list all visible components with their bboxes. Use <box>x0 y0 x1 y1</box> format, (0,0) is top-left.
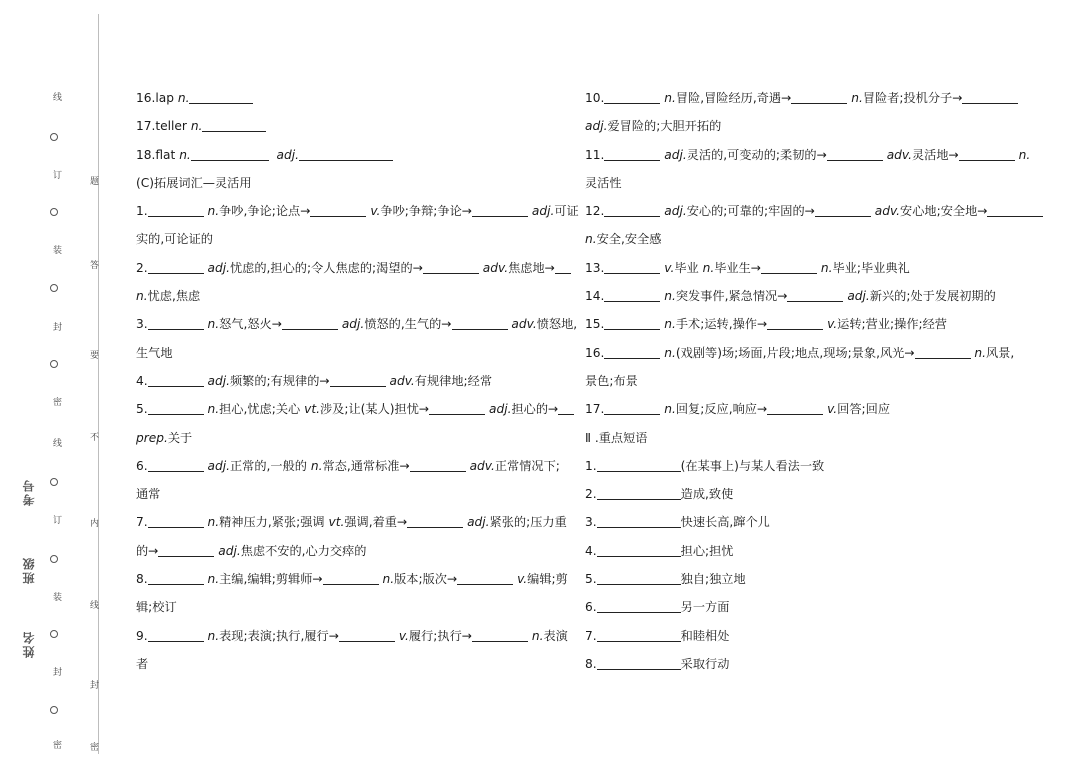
answer-blank[interactable] <box>423 260 479 274</box>
answer-blank[interactable] <box>457 571 513 585</box>
binding-mark: 内 <box>88 518 98 527</box>
phrase-item: 7. 和睦相处 <box>585 628 730 643</box>
answer-blank[interactable] <box>410 458 466 472</box>
binding-circle <box>50 555 58 563</box>
answer-blank[interactable] <box>148 514 204 528</box>
answer-blank[interactable] <box>299 147 393 161</box>
answer-blank[interactable] <box>787 288 843 302</box>
binding-circle <box>50 284 58 292</box>
answer-blank[interactable] <box>604 147 660 161</box>
binding-mark: 装 <box>51 592 61 601</box>
vocab-entry-line: 通常 <box>136 487 161 502</box>
answer-blank[interactable] <box>472 203 528 217</box>
vocab-entry-line: 的→ adj.焦虑不安的,心力交瘁的 <box>136 543 367 558</box>
binding-margin-line <box>98 14 99 754</box>
left-column <box>136 84 579 678</box>
answer-blank[interactable] <box>604 90 660 104</box>
answer-blank[interactable] <box>604 345 660 359</box>
answer-blank[interactable] <box>761 260 817 274</box>
answer-blank[interactable] <box>604 316 660 330</box>
binding-mark: 封 <box>88 680 98 689</box>
binding-mark: 密 <box>51 397 61 406</box>
answer-blank[interactable] <box>323 571 379 585</box>
binding-mark: 线 <box>88 600 98 609</box>
answer-blank[interactable] <box>310 203 366 217</box>
section-heading: Ⅱ .重点短语 <box>585 430 648 445</box>
binding-circle <box>50 133 58 141</box>
answer-blank[interactable] <box>597 514 681 528</box>
vocab-entry-line: 13. v.毕业 n.毕业生→ n.毕业;毕业典礼 <box>585 260 910 275</box>
vocab-entry-line: 15. n.手术;运转,操作→ v.运转;营业;操作;经营 <box>585 317 947 332</box>
phrase-item: 5. 独自;独立地 <box>585 572 746 587</box>
vocab-entry-line: 6. adj.正常的,一般的 n.常态,通常标准→ adv.正常情况下; <box>136 458 560 473</box>
vocab-entry-line: 12. adj.安心的;可靠的;牢固的→ adv.安心地;安全地→ <box>585 197 1020 225</box>
answer-blank[interactable] <box>604 260 660 274</box>
vocab-item: 18.flat n. adj. <box>136 141 566 169</box>
vocab-entry-line: 11. adj.灵活的,可变动的;柔韧的→ adv.灵活地→ n. <box>585 147 1031 162</box>
answer-blank[interactable] <box>148 628 204 642</box>
vocab-entry-line: 7. n.精神压力,紧张;强调 vt.强调,着重→ adj.紧张的;压力重 <box>136 515 567 530</box>
vocab-entry-line: 4. adj.频繁的;有规律的→ adv.有规律地;经常 <box>136 373 493 388</box>
answer-blank[interactable] <box>597 486 681 500</box>
binding-circle <box>50 360 58 368</box>
answer-blank[interactable] <box>815 203 871 217</box>
binding-mark: 题 <box>88 176 98 185</box>
answer-blank[interactable] <box>148 571 204 585</box>
vocab-entry-line: 生气地 <box>136 345 173 360</box>
vocab-item: 17.teller n. <box>136 112 566 140</box>
vocab-entry-line: 16. n.(戏剧等)场;场面,片段;地点,现场;景象,风光→ n.风景, <box>585 345 1015 360</box>
vocab-entry-line: 1. n.争吵,争论;论点→ v.争吵;争辩;争论→ adj.可证 <box>136 204 579 219</box>
answer-blank[interactable] <box>202 118 266 132</box>
answer-blank[interactable] <box>189 90 253 104</box>
answer-blank[interactable] <box>148 260 204 274</box>
vocab-entry-line: 3. n.怒气,怒火→ adj.愤怒的,生气的→ adv.愤怒地, <box>136 317 578 332</box>
phrase-item: 1. (在某事上)与某人看法一致 <box>585 458 825 473</box>
phrase-item: 2. 造成,致使 <box>585 487 734 502</box>
answer-blank[interactable] <box>791 90 847 104</box>
answer-blank[interactable] <box>962 90 1018 104</box>
binding-mark: 线 <box>51 438 61 447</box>
binding-mark: 要 <box>88 350 98 359</box>
phrase-item: 8. 采取行动 <box>585 656 730 671</box>
section-heading: (C)拓展词汇—灵活用 <box>136 175 252 190</box>
binding-circle <box>50 208 58 216</box>
answer-blank[interactable] <box>597 543 681 557</box>
binding-mark: 答 <box>88 260 98 269</box>
answer-blank[interactable] <box>148 203 204 217</box>
answer-blank[interactable] <box>597 656 681 670</box>
vocab-item: 16.lap n. <box>136 84 566 112</box>
vocab-entry-line: 景色;布景 <box>585 373 638 388</box>
answer-blank[interactable] <box>339 628 395 642</box>
answer-blank[interactable] <box>330 373 386 387</box>
vocab-entry-line: 者 <box>136 656 149 671</box>
vocab-entry-line: 17. n.回复;反应,响应→ v.回答;回应 <box>585 402 891 417</box>
answer-blank[interactable] <box>282 316 338 330</box>
binding-mark: 密 <box>88 742 98 751</box>
vocab-entry-line: 辑;校订 <box>136 600 177 615</box>
vocab-entry-line: 9. n.表现;表演;执行,履行→ v.履行;执行→ n.表演 <box>136 628 568 643</box>
answer-blank[interactable] <box>148 401 204 415</box>
label-exam-number: 考号 <box>22 478 36 506</box>
vocab-entry-line: n.安全,安全感 <box>585 232 662 247</box>
answer-blank[interactable] <box>604 288 660 302</box>
answer-blank[interactable] <box>472 628 528 642</box>
phrase-item: 4. 担心;担忧 <box>585 543 734 558</box>
answer-blank[interactable] <box>429 401 485 415</box>
vocab-entry-line: 灵活性 <box>585 175 622 190</box>
binding-mark: 订 <box>51 515 61 524</box>
answer-blank[interactable] <box>148 373 204 387</box>
answer-blank[interactable] <box>827 147 883 161</box>
answer-blank[interactable] <box>158 543 214 557</box>
answer-blank[interactable] <box>597 571 681 585</box>
binding-mark: 封 <box>51 322 61 331</box>
vocab-entry-line: prep.关于 <box>136 430 193 445</box>
vocab-entry-line: 5. n.担心,忧虑;关心 vt.涉及;让(某人)担忧→ adj.担心的→ <box>136 395 566 423</box>
answer-blank[interactable] <box>555 260 571 274</box>
vocab-entry-line: n.忧虑,焦虑 <box>136 289 201 304</box>
answer-blank[interactable] <box>915 345 971 359</box>
binding-circle <box>50 478 58 486</box>
binding-mark: 线 <box>51 92 61 101</box>
binding-mark: 封 <box>51 667 61 676</box>
answer-blank[interactable] <box>597 458 681 472</box>
vocab-entry-line: 14. n.突发事件,紧急情况→ adj.新兴的;处于发展初期的 <box>585 289 996 304</box>
answer-blank[interactable] <box>597 628 681 642</box>
answer-blank[interactable] <box>604 203 660 217</box>
answer-blank[interactable] <box>959 147 1015 161</box>
label-class: 班级 <box>22 556 36 584</box>
binding-circle <box>50 630 58 638</box>
binding-mark: 订 <box>51 170 61 179</box>
phrase-item: 6. 另一方面 <box>585 600 730 615</box>
answer-blank[interactable] <box>767 401 823 415</box>
binding-mark: 装 <box>51 245 61 254</box>
binding-mark: 密 <box>51 740 61 749</box>
vocab-entry-line: adj.爱冒险的;大胆开拓的 <box>585 119 722 134</box>
answer-blank[interactable] <box>604 401 660 415</box>
answer-blank[interactable] <box>767 316 823 330</box>
binding-circle <box>50 706 58 714</box>
label-name: 姓名 <box>22 630 36 658</box>
vocab-entry-line: 10. n.冒险,冒险经历,奇遇→ n.冒险者;投机分子→ <box>585 84 1020 112</box>
vocab-entry-line: 8. n.主编,编辑;剪辑师→ n.版本;版次→ v.编辑;剪 <box>136 572 568 587</box>
answer-blank[interactable] <box>558 401 574 415</box>
answer-blank[interactable] <box>191 147 269 161</box>
phrase-item: 3. 快速长高,蹿个儿 <box>585 515 770 530</box>
right-column <box>585 84 1031 678</box>
answer-blank[interactable] <box>452 316 508 330</box>
vocab-entry-line: 2. adj.忧虑的,担心的;令人焦虑的;渴望的→ adv.焦虑地→ <box>136 254 566 282</box>
answer-blank[interactable] <box>148 316 204 330</box>
vocab-entry-line: 实的,可论证的 <box>136 232 213 247</box>
answer-blank[interactable] <box>597 599 681 613</box>
answer-blank[interactable] <box>987 203 1043 217</box>
binding-mark: 不 <box>88 432 98 441</box>
answer-blank[interactable] <box>148 458 204 472</box>
answer-blank[interactable] <box>407 514 463 528</box>
